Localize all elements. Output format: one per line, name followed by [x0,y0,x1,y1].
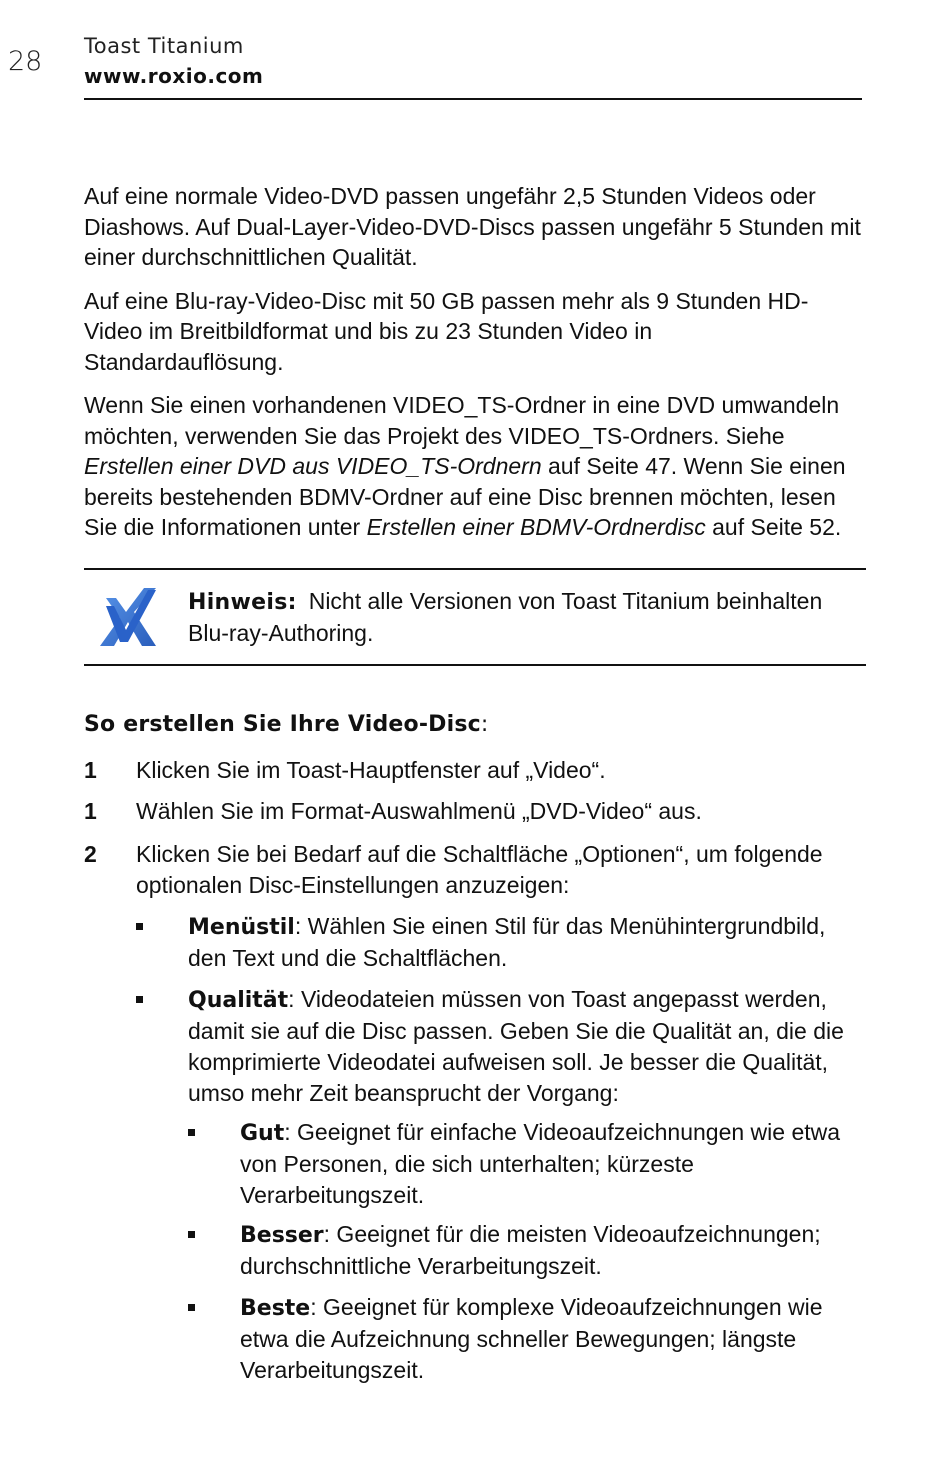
bullet-icon [136,996,143,1003]
header-url: www.roxio.com [84,64,264,88]
procedure-heading [84,712,489,737]
quality-level-text [240,1292,866,1386]
quality-level-text [240,1117,866,1211]
checkmark-note-icon [98,586,158,650]
option-separator: : [294,913,302,939]
quality-level-separator: : [284,1119,291,1145]
paragraph-video-ts [84,390,866,543]
step-text: Klicken Sie im Toast-Hauptfenster auf „Video“. [136,757,606,783]
bullet-icon [136,923,143,930]
procedure-step [84,755,866,786]
cross-reference-video-ts: Erstellen einer DVD aus VIDEO_TS-Ordnern [84,453,542,479]
note-box [84,568,866,666]
bullet-icon [188,1231,195,1238]
page-header [84,34,862,88]
quality-level-term: Gut [240,1121,285,1146]
body-paragraphs [84,181,866,556]
quality-level-text [240,1219,866,1282]
option-term: Menüstil [188,915,295,940]
quality-level-description: Geeignet für komplexe Videoaufzeichnungen wie etwa die Aufzeichnung schneller Bewegungen; längste Verarbeitungszeit. [240,1294,823,1383]
procedure-heading-text: So erstellen Sie Ihre Video-Disc [84,712,481,737]
procedure-step [84,796,866,827]
paragraph-line: Auf eine Blu-ray-Video-Disc mit 50 GB passen mehr als 9 Stunden HD- [84,287,809,314]
quality-level-separator: : [310,1294,317,1320]
quality-level-term: Besser [240,1223,324,1248]
procedure-step [84,839,866,901]
page-number: 28 [8,46,43,77]
paragraph-text: Wenn Sie einen vorhandenen VIDEO_TS-Ordner in eine DVD umwandeln möchten, verwenden Sie das Projekt des VIDEO_TS-Ordners. Siehe [84,392,840,449]
paragraph-text: auf Seite 52. [705,514,842,540]
header-title: Toast Titanium [84,34,244,58]
bullet-icon [188,1304,195,1311]
step-number: 1 [84,798,97,824]
quality-level-description: Geeignet für die meisten Videoaufzeichnungen; durchschnittliche Verarbeitungszeit. [240,1221,821,1279]
step-number: 1 [84,757,97,783]
paragraph-dvd-capacity: Auf eine normale Video-DVD passen ungefähr 2,5 Stunden Videos oder Diashows. Auf Dual-Layer-Video-DVD-Discs passen ungefähr 5 Stunden mit einer durchschnittlichen Qualität. [84,183,861,270]
paragraph-bluray-capacity [84,286,866,378]
option-text [188,911,866,974]
quality-level-separator: : [323,1221,331,1247]
note-text [188,586,848,649]
option-term: Qualität [188,988,289,1013]
step-text: Wählen Sie im Format-Auswahlmenü „DVD-Video“ aus. [136,798,702,824]
option-separator: : [288,986,295,1012]
cross-reference-bdmv: Erstellen einer BDMV-Ordnerdisc [366,514,706,540]
step-text: Klicken Sie bei Bedarf auf die Schaltfläche „Optionen“, um folgende optionalen Disc-Einstellungen anzuzeigen: [136,841,823,898]
header-divider [84,98,862,100]
option-description: Wählen Sie einen Stil für das Menühintergrundbild, den Text und die Schaltflächen. [188,913,826,971]
option-description: Videodateien müssen von Toast angepasst werden, damit sie auf die Disc passen. Geben Sie die Qualität an, die die komprimierte Videodatei aufweisen soll. Je besser die Qualität, umso mehr Zeit beansprucht der Vorgang: [188,986,844,1106]
paragraph-line: Standardauflösung. [84,348,284,375]
bullet-icon [188,1129,195,1136]
quality-level-term: Beste [240,1296,311,1321]
paragraph-text: auf Seite 47. Wenn Sie einen bereits bestehenden BDMV-Ordner auf eine Disc brennen möchten, lesen Sie die Informationen unter [84,453,846,540]
procedure-heading-colon: : [480,712,489,737]
step-number: 2 [84,841,97,867]
note-label: Hinweis: [188,590,297,615]
option-text [188,984,866,1109]
paragraph-line: Video im Breitbildformat und bis zu 23 Stunden Video in [84,318,653,344]
quality-level-description: Geeignet für einfache Videoaufzeichnungen wie etwa von Personen, die sich unterhalten; kürzeste Verarbeitungszeit. [240,1119,841,1208]
note-body: Nicht alle Versionen von Toast Titanium beinhalten Blu-ray-Authoring. [188,588,823,646]
